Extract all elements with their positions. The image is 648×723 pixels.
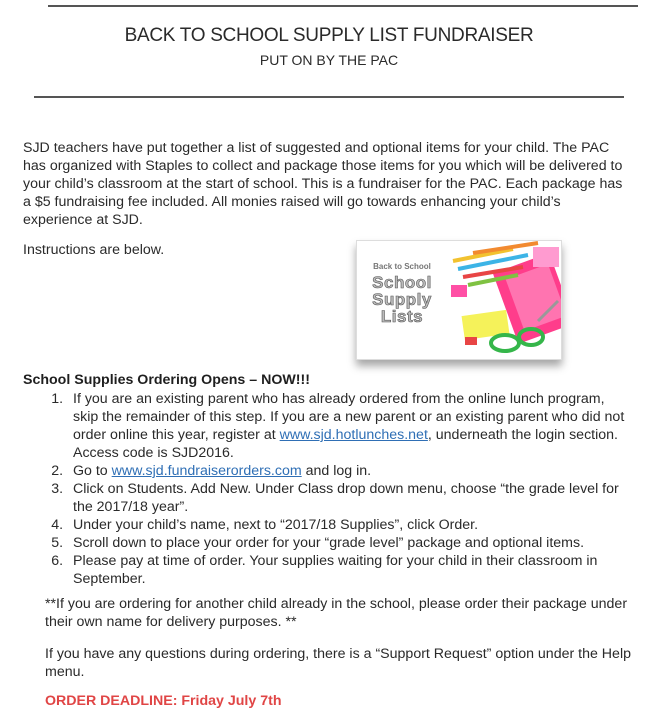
fundraiserorders-link[interactable]: www.sjd.fundraiserorders.com [111,463,302,479]
sibling-note: **If you are ordering for another child already in the school, please order their package under their own name for delivery purposes. ** [45,596,628,630]
image-caption-line2: School [372,273,432,292]
image-caption-line4: Lists [380,307,424,326]
instructions-note: Instructions are below. [23,242,165,258]
header-divider [34,96,624,98]
school-supply-lists-image [356,240,562,360]
step-item: 6. Please pay at time of order. Your supplies waiting for your child in their classroom in September. [67,552,633,588]
order-deadline: ORDER DEADLINE: Friday July 7th [45,693,282,709]
page-title: BACK TO SCHOOL SUPPLY LIST FUNDRAISER [124,25,534,46]
ordering-heading: School Supplies Ordering Opens – NOW!!! [23,372,310,388]
intro-paragraph: SJD teachers have put together a list of suggested and optional items for your child. The PAC has organized with Staples to collect and package those items for you which will be delivered to your child’s classroom at the start of school. This is a fundraiser for the PAC. Each package has a $5 fundraising fee included. All monies raised will go towards enhancing your child’s experience at SJD. [23,140,623,228]
image-caption [363,263,441,325]
step-item: 4. Under your child’s name, next to “2017/18 Supplies”, click Order. [67,516,633,534]
scissors-icon [491,335,519,351]
eraser-icon [465,337,477,345]
ruler-icon [533,247,559,267]
ordering-steps [23,390,633,588]
school-supplies-illustration [443,241,561,359]
step-item: 2. Go to www.sjd.fundraiserorders.com and log in. [67,462,633,480]
image-caption-line3: Supply [372,290,432,309]
step-item: 5. Scroll down to place your order for your “grade level” package and optional items. [67,534,633,552]
sharpener-icon [451,285,467,297]
hotlunches-link[interactable]: www.sjd.hotlunches.net [279,427,428,443]
top-divider [48,5,638,7]
step-item: 1. If you are an existing parent who has already ordered from the online lunch program, skip the remainder of this step. If you are a new parent or an existing parent who did not order online this year, register at www.sjd.hotlunches.net, underneath the login section. Access code is SJD2016. [67,390,633,462]
step-item: 3. Click on Students. Add New. Under Class drop down menu, choose “the grade level for the 2017/18 year”. [67,480,633,516]
image-caption-line1: Back to School [373,262,431,271]
support-note: If you have any questions during ordering, there is a “Support Request” option under the Help menu. [45,646,631,680]
page-subtitle: PUT ON BY THE PAC [259,52,399,68]
